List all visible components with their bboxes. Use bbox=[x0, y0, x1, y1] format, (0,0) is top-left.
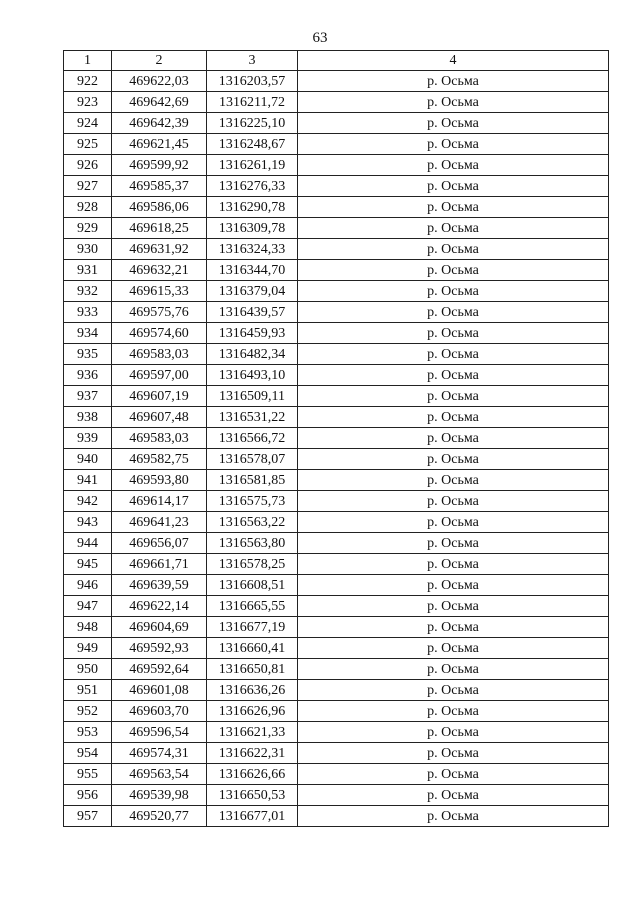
y-coordinate-cell: 1316622,31 bbox=[207, 743, 298, 764]
description-cell: р. Осьма bbox=[298, 491, 609, 512]
table-row bbox=[64, 260, 609, 281]
point-number-cell: 930 bbox=[64, 239, 112, 260]
y-coordinate-cell: 1316482,34 bbox=[207, 344, 298, 365]
table-row bbox=[64, 764, 609, 785]
description-cell: р. Осьма bbox=[298, 281, 609, 302]
description-cell: р. Осьма bbox=[298, 176, 609, 197]
x-coordinate-cell: 469585,37 bbox=[112, 176, 207, 197]
point-number-cell: 941 bbox=[64, 470, 112, 491]
column-header-4: 4 bbox=[298, 51, 609, 71]
table-row bbox=[64, 743, 609, 764]
point-number-cell: 945 bbox=[64, 554, 112, 575]
description-cell: р. Осьма bbox=[298, 92, 609, 113]
x-coordinate-cell: 469632,21 bbox=[112, 260, 207, 281]
point-number-cell: 935 bbox=[64, 344, 112, 365]
description-cell: р. Осьма bbox=[298, 554, 609, 575]
point-number-cell: 933 bbox=[64, 302, 112, 323]
point-number-cell: 953 bbox=[64, 722, 112, 743]
description-cell: р. Осьма bbox=[298, 701, 609, 722]
point-number-cell: 956 bbox=[64, 785, 112, 806]
point-number-cell: 948 bbox=[64, 617, 112, 638]
table-row bbox=[64, 134, 609, 155]
description-cell: р. Осьма bbox=[298, 596, 609, 617]
description-cell: р. Осьма bbox=[298, 197, 609, 218]
description-cell: р. Осьма bbox=[298, 533, 609, 554]
point-number-cell: 942 bbox=[64, 491, 112, 512]
x-coordinate-cell: 469563,54 bbox=[112, 764, 207, 785]
description-cell: р. Осьма bbox=[298, 344, 609, 365]
description-cell: р. Осьма bbox=[298, 449, 609, 470]
y-coordinate-cell: 1316626,96 bbox=[207, 701, 298, 722]
table-row bbox=[64, 512, 609, 533]
page-number: 63 bbox=[312, 30, 328, 46]
table-row bbox=[64, 638, 609, 659]
description-cell: р. Осьма bbox=[298, 638, 609, 659]
point-number-cell: 931 bbox=[64, 260, 112, 281]
table-row bbox=[64, 239, 609, 260]
x-coordinate-cell: 469607,19 bbox=[112, 386, 207, 407]
point-number-cell: 937 bbox=[64, 386, 112, 407]
description-cell: р. Осьма bbox=[298, 659, 609, 680]
point-number-cell: 926 bbox=[64, 155, 112, 176]
x-coordinate-cell: 469603,70 bbox=[112, 701, 207, 722]
y-coordinate-cell: 1316677,19 bbox=[207, 617, 298, 638]
table-row bbox=[64, 281, 609, 302]
y-coordinate-cell: 1316566,72 bbox=[207, 428, 298, 449]
description-cell: р. Осьма bbox=[298, 617, 609, 638]
table-row bbox=[64, 113, 609, 134]
table-row bbox=[64, 533, 609, 554]
y-coordinate-cell: 1316660,41 bbox=[207, 638, 298, 659]
table-row bbox=[64, 596, 609, 617]
x-coordinate-cell: 469592,93 bbox=[112, 638, 207, 659]
x-coordinate-cell: 469583,03 bbox=[112, 344, 207, 365]
x-coordinate-cell: 469607,48 bbox=[112, 407, 207, 428]
x-coordinate-cell: 469574,31 bbox=[112, 743, 207, 764]
x-coordinate-cell: 469661,71 bbox=[112, 554, 207, 575]
description-cell: р. Осьма bbox=[298, 428, 609, 449]
table-row bbox=[64, 680, 609, 701]
point-number-cell: 929 bbox=[64, 218, 112, 239]
x-coordinate-cell: 469642,39 bbox=[112, 113, 207, 134]
y-coordinate-cell: 1316563,80 bbox=[207, 533, 298, 554]
description-cell: р. Осьма bbox=[298, 155, 609, 176]
y-coordinate-cell: 1316439,57 bbox=[207, 302, 298, 323]
description-cell: р. Осьма bbox=[298, 386, 609, 407]
y-coordinate-cell: 1316290,78 bbox=[207, 197, 298, 218]
table-row bbox=[64, 302, 609, 323]
x-coordinate-cell: 469520,77 bbox=[112, 806, 207, 827]
x-coordinate-cell: 469601,08 bbox=[112, 680, 207, 701]
header-row bbox=[64, 51, 609, 71]
x-coordinate-cell: 469599,92 bbox=[112, 155, 207, 176]
point-number-cell: 957 bbox=[64, 806, 112, 827]
x-coordinate-cell: 469604,69 bbox=[112, 617, 207, 638]
x-coordinate-cell: 469586,06 bbox=[112, 197, 207, 218]
x-coordinate-cell: 469618,25 bbox=[112, 218, 207, 239]
description-cell: р. Осьма bbox=[298, 743, 609, 764]
table-row bbox=[64, 71, 609, 92]
table-row bbox=[64, 554, 609, 575]
table-body bbox=[64, 71, 609, 827]
point-number-cell: 949 bbox=[64, 638, 112, 659]
description-cell: р. Осьма bbox=[298, 722, 609, 743]
x-coordinate-cell: 469596,54 bbox=[112, 722, 207, 743]
description-cell: р. Осьма bbox=[298, 113, 609, 134]
x-coordinate-cell: 469614,17 bbox=[112, 491, 207, 512]
y-coordinate-cell: 1316665,55 bbox=[207, 596, 298, 617]
x-coordinate-cell: 469642,69 bbox=[112, 92, 207, 113]
table-row bbox=[64, 785, 609, 806]
x-coordinate-cell: 469622,03 bbox=[112, 71, 207, 92]
description-cell: р. Осьма bbox=[298, 806, 609, 827]
point-number-cell: 923 bbox=[64, 92, 112, 113]
coordinates-table bbox=[63, 50, 609, 827]
y-coordinate-cell: 1316459,93 bbox=[207, 323, 298, 344]
table-row bbox=[64, 218, 609, 239]
x-coordinate-cell: 469622,14 bbox=[112, 596, 207, 617]
y-coordinate-cell: 1316531,22 bbox=[207, 407, 298, 428]
column-header-1: 1 bbox=[64, 51, 112, 71]
description-cell: р. Осьма bbox=[298, 218, 609, 239]
x-coordinate-cell: 469582,75 bbox=[112, 449, 207, 470]
y-coordinate-cell: 1316324,33 bbox=[207, 239, 298, 260]
table-row bbox=[64, 575, 609, 596]
point-number-cell: 928 bbox=[64, 197, 112, 218]
point-number-cell: 951 bbox=[64, 680, 112, 701]
y-coordinate-cell: 1316563,22 bbox=[207, 512, 298, 533]
x-coordinate-cell: 469593,80 bbox=[112, 470, 207, 491]
table-row bbox=[64, 722, 609, 743]
description-cell: р. Осьма bbox=[298, 512, 609, 533]
y-coordinate-cell: 1316636,26 bbox=[207, 680, 298, 701]
column-header-2: 2 bbox=[112, 51, 207, 71]
point-number-cell: 947 bbox=[64, 596, 112, 617]
table-row bbox=[64, 344, 609, 365]
y-coordinate-cell: 1316578,07 bbox=[207, 449, 298, 470]
point-number-cell: 934 bbox=[64, 323, 112, 344]
table-row bbox=[64, 386, 609, 407]
y-coordinate-cell: 1316650,53 bbox=[207, 785, 298, 806]
description-cell: р. Осьма bbox=[298, 365, 609, 386]
y-coordinate-cell: 1316248,67 bbox=[207, 134, 298, 155]
table-row bbox=[64, 491, 609, 512]
column-header-3: 3 bbox=[207, 51, 298, 71]
y-coordinate-cell: 1316261,19 bbox=[207, 155, 298, 176]
x-coordinate-cell: 469597,00 bbox=[112, 365, 207, 386]
point-number-cell: 944 bbox=[64, 533, 112, 554]
description-cell: р. Осьма bbox=[298, 323, 609, 344]
y-coordinate-cell: 1316575,73 bbox=[207, 491, 298, 512]
description-cell: р. Осьма bbox=[298, 407, 609, 428]
point-number-cell: 954 bbox=[64, 743, 112, 764]
point-number-cell: 932 bbox=[64, 281, 112, 302]
point-number-cell: 924 bbox=[64, 113, 112, 134]
y-coordinate-cell: 1316379,04 bbox=[207, 281, 298, 302]
table-row bbox=[64, 701, 609, 722]
y-coordinate-cell: 1316509,11 bbox=[207, 386, 298, 407]
table-row bbox=[64, 659, 609, 680]
point-number-cell: 950 bbox=[64, 659, 112, 680]
point-number-cell: 927 bbox=[64, 176, 112, 197]
table-row bbox=[64, 617, 609, 638]
description-cell: р. Осьма bbox=[298, 71, 609, 92]
table-row bbox=[64, 155, 609, 176]
y-coordinate-cell: 1316309,78 bbox=[207, 218, 298, 239]
table-row bbox=[64, 407, 609, 428]
x-coordinate-cell: 469615,33 bbox=[112, 281, 207, 302]
description-cell: р. Осьма bbox=[298, 470, 609, 491]
table-row bbox=[64, 449, 609, 470]
y-coordinate-cell: 1316650,81 bbox=[207, 659, 298, 680]
x-coordinate-cell: 469639,59 bbox=[112, 575, 207, 596]
point-number-cell: 946 bbox=[64, 575, 112, 596]
y-coordinate-cell: 1316608,51 bbox=[207, 575, 298, 596]
point-number-cell: 922 bbox=[64, 71, 112, 92]
point-number-cell: 952 bbox=[64, 701, 112, 722]
point-number-cell: 943 bbox=[64, 512, 112, 533]
y-coordinate-cell: 1316578,25 bbox=[207, 554, 298, 575]
x-coordinate-cell: 469575,76 bbox=[112, 302, 207, 323]
x-coordinate-cell: 469539,98 bbox=[112, 785, 207, 806]
point-number-cell: 939 bbox=[64, 428, 112, 449]
point-number-cell: 938 bbox=[64, 407, 112, 428]
y-coordinate-cell: 1316276,33 bbox=[207, 176, 298, 197]
y-coordinate-cell: 1316677,01 bbox=[207, 806, 298, 827]
x-coordinate-cell: 469574,60 bbox=[112, 323, 207, 344]
description-cell: р. Осьма bbox=[298, 764, 609, 785]
x-coordinate-cell: 469592,64 bbox=[112, 659, 207, 680]
y-coordinate-cell: 1316581,85 bbox=[207, 470, 298, 491]
table-row bbox=[64, 92, 609, 113]
y-coordinate-cell: 1316344,70 bbox=[207, 260, 298, 281]
x-coordinate-cell: 469583,03 bbox=[112, 428, 207, 449]
x-coordinate-cell: 469621,45 bbox=[112, 134, 207, 155]
table-row bbox=[64, 806, 609, 827]
y-coordinate-cell: 1316211,72 bbox=[207, 92, 298, 113]
y-coordinate-cell: 1316225,10 bbox=[207, 113, 298, 134]
x-coordinate-cell: 469641,23 bbox=[112, 512, 207, 533]
point-number-cell: 936 bbox=[64, 365, 112, 386]
y-coordinate-cell: 1316493,10 bbox=[207, 365, 298, 386]
x-coordinate-cell: 469631,92 bbox=[112, 239, 207, 260]
y-coordinate-cell: 1316621,33 bbox=[207, 722, 298, 743]
table-row bbox=[64, 176, 609, 197]
point-number-cell: 925 bbox=[64, 134, 112, 155]
y-coordinate-cell: 1316626,66 bbox=[207, 764, 298, 785]
description-cell: р. Осьма bbox=[298, 680, 609, 701]
table-row bbox=[64, 197, 609, 218]
x-coordinate-cell: 469656,07 bbox=[112, 533, 207, 554]
point-number-cell: 940 bbox=[64, 449, 112, 470]
table-row bbox=[64, 365, 609, 386]
description-cell: р. Осьма bbox=[298, 785, 609, 806]
description-cell: р. Осьма bbox=[298, 239, 609, 260]
point-number-cell: 955 bbox=[64, 764, 112, 785]
table-row bbox=[64, 428, 609, 449]
description-cell: р. Осьма bbox=[298, 575, 609, 596]
description-cell: р. Осьма bbox=[298, 260, 609, 281]
description-cell: р. Осьма bbox=[298, 134, 609, 155]
table-row bbox=[64, 470, 609, 491]
y-coordinate-cell: 1316203,57 bbox=[207, 71, 298, 92]
description-cell: р. Осьма bbox=[298, 302, 609, 323]
table-row bbox=[64, 323, 609, 344]
